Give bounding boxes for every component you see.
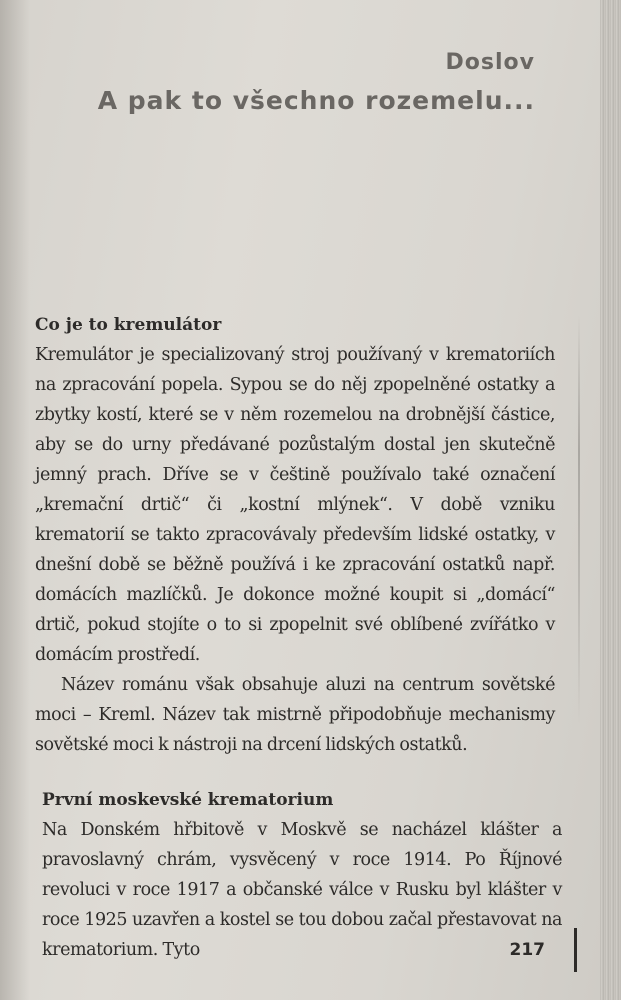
section-title: První moskevské krematorium: [42, 790, 334, 810]
section-title: Co je to kremulátor: [35, 315, 222, 335]
page-number: 217: [509, 940, 545, 960]
paragraph: Kremulátor je specializovaný stroj používaný v krematoriích na zpracování popela. Sypou se do něj zpopelněné ostatky a zbytky kostí, které se v něm rozemelou na drobnější částice, aby se do urny předávané pozůstalým dostal jen skutečně jemný prach. Dříve se v češtině používalo také označení „kremační drtič“ či „kostní mlýnek“. V době vzniku krematorií se takto zpracovávaly především lidské ostatky, v dnešní době se běžně používá i ke zpracování ostatků např. domácích mazlíčků. Je dokonce možné koupit si „domácí“ drtič, pokud stojíte o to si zpopelnit své oblíbené zvířátko v domácím prostředí.: [35, 345, 555, 665]
gutter-shadow: [0, 0, 30, 1000]
chapter-title: A pak to všechno rozemelu...: [97, 86, 535, 115]
page-stack-edge: [600, 0, 621, 1000]
page-number-rule: [574, 928, 577, 972]
chapter-label: Doslov: [445, 50, 535, 75]
section-kremulator: [35, 310, 555, 760]
margin-mark: [578, 315, 580, 725]
section-krematorium: [42, 785, 562, 965]
paragraph: Název románu však obsahuje aluzi na centrum sovětské moci – Kreml. Název tak mistrně připodobňuje mechanismy sovětské moci k nástroji na drcení lidských ostatků.: [35, 675, 555, 755]
paragraph: Na Donském hřbitově v Moskvě se nacházel klášter a pravoslavný chrám, vysvěcený v roce 1914. Po Říjnové revoluci v roce 1917 a občanské válce v Rusku byl klášter v roce 1925 uzavřen a kostel se tou dobou začal přestavovat na krematorium. Tyto: [42, 820, 562, 960]
